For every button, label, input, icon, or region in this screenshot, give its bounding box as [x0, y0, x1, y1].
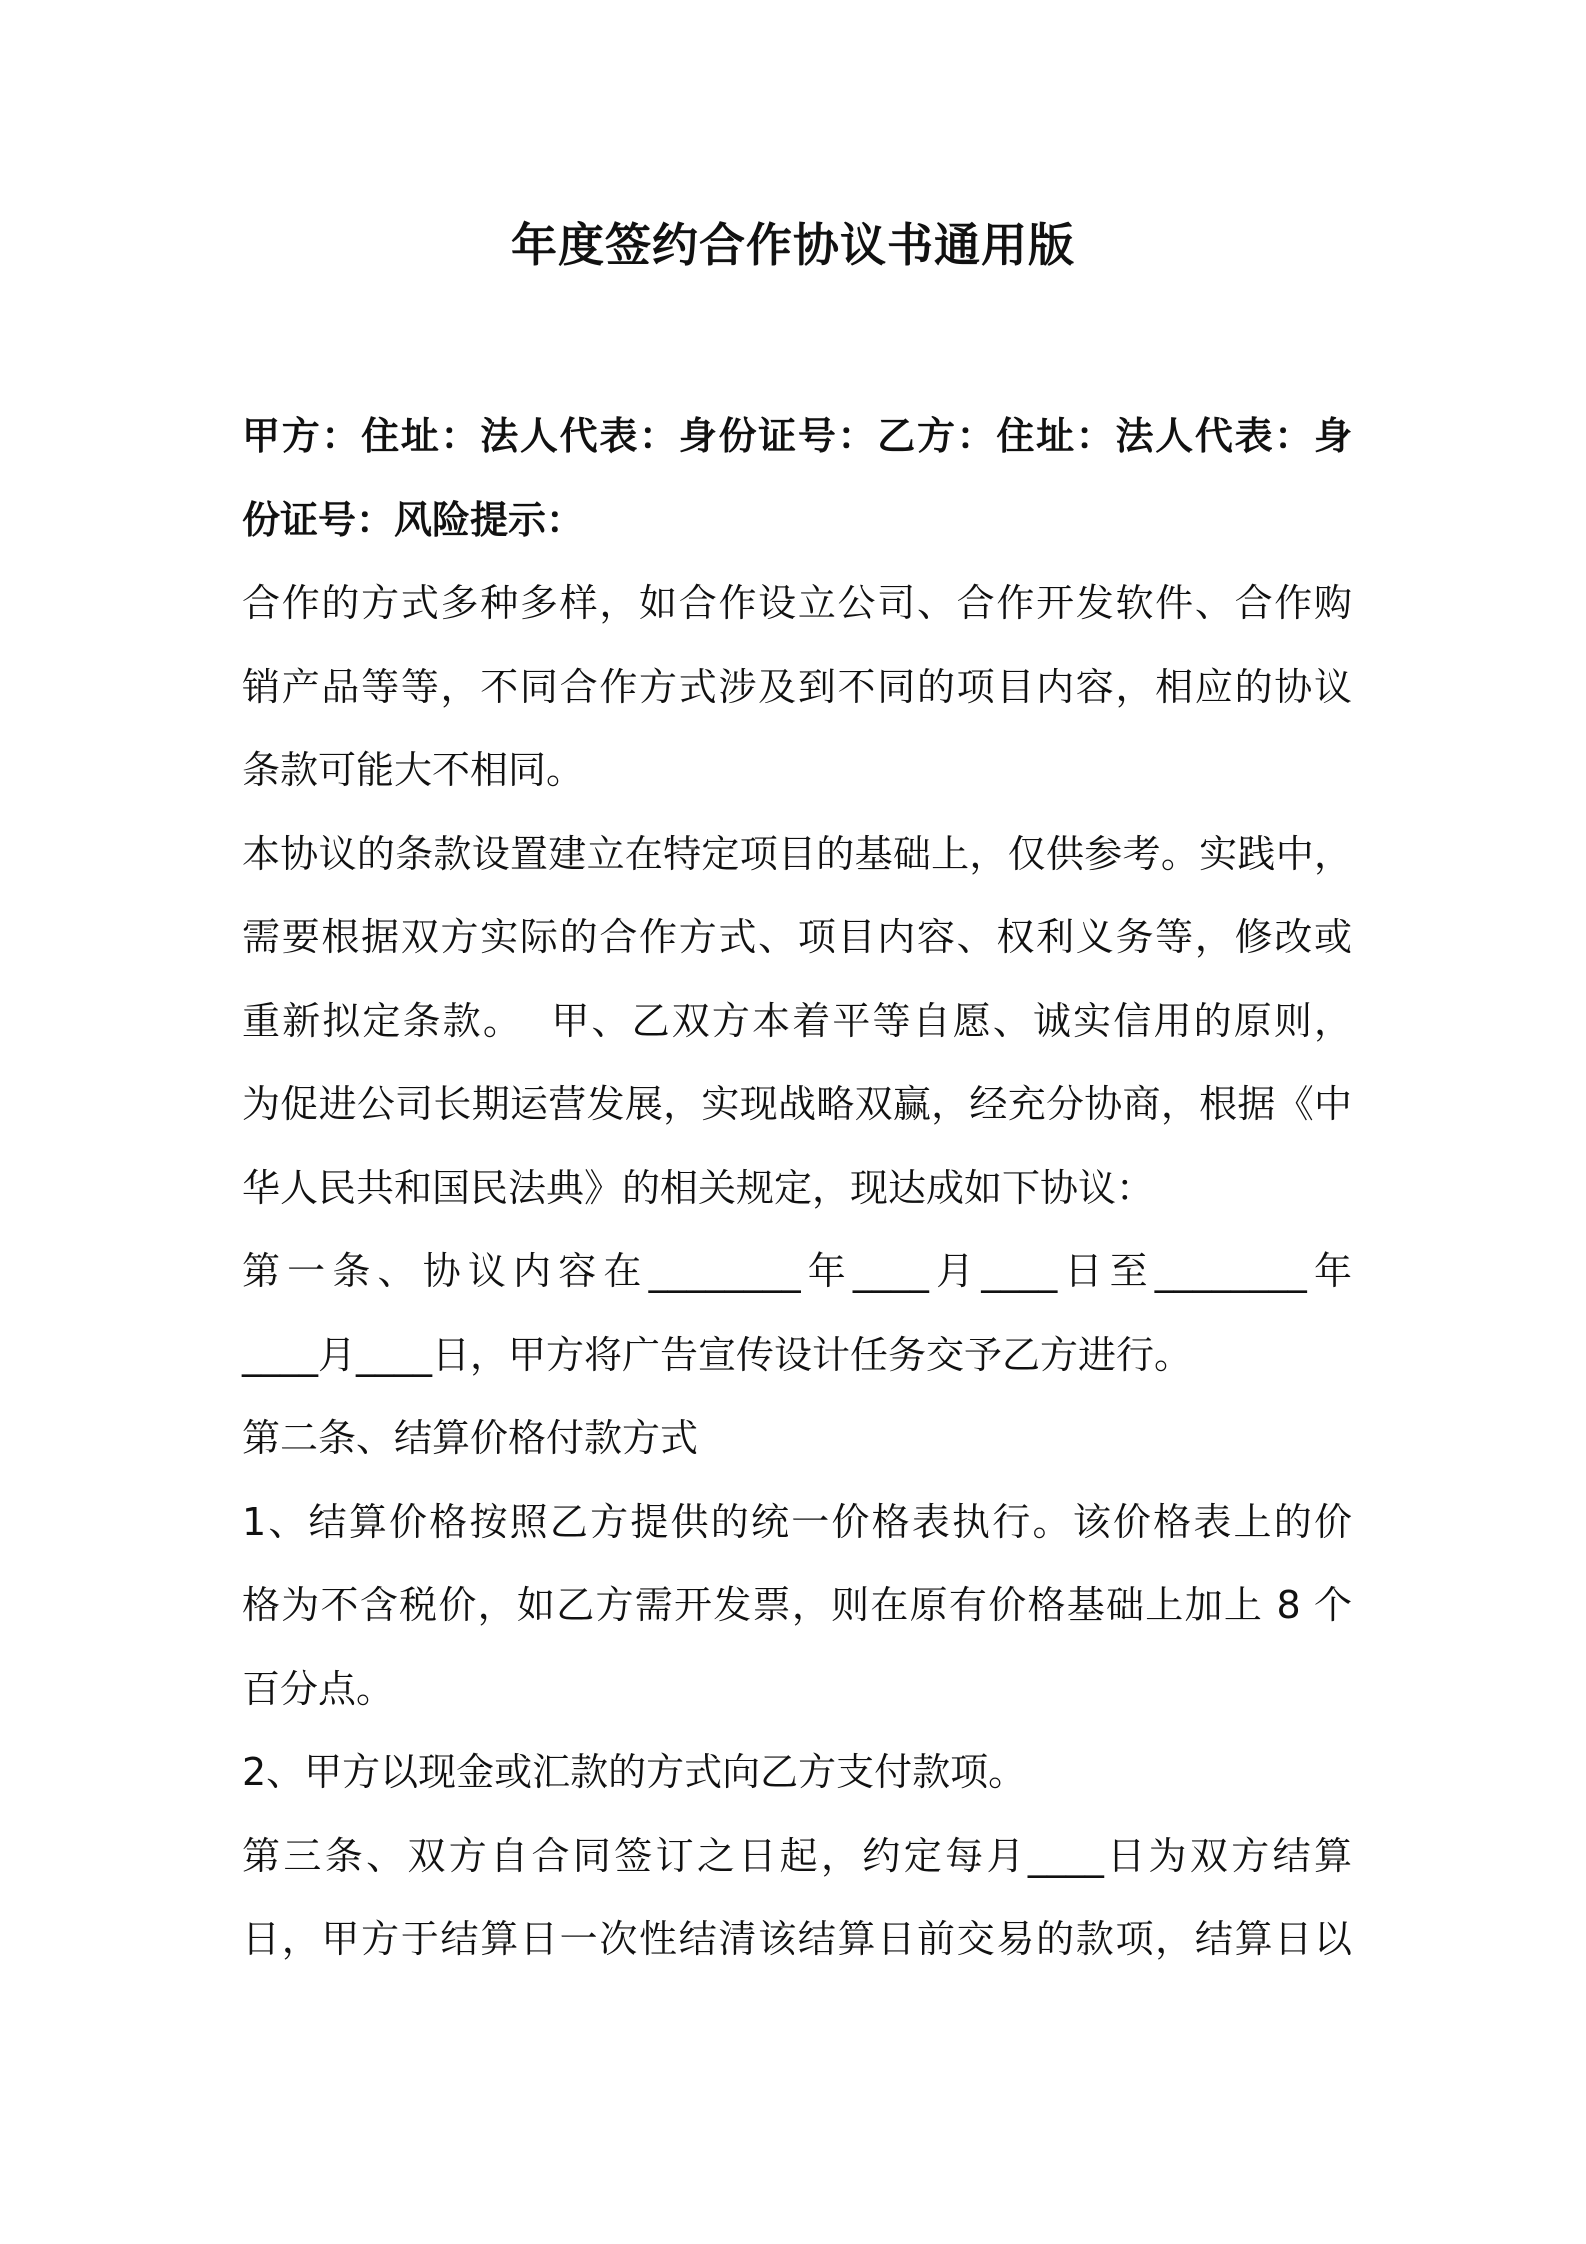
text-line: 份证号：风险提示：: [242, 497, 585, 542]
text-line: 华人民共和国民法典》的相关规定，现达成如下协议：: [242, 1165, 1155, 1210]
document-body: [242, 395, 1352, 1982]
text-line: 2、甲方以现金或汇款的方式向乙方支付款项。: [242, 1750, 1027, 1794]
text-line: 条款可能大不相同。: [242, 748, 585, 792]
text-line: 格为不含税价，如乙方需开发票，则在原有价格基础上加上 8 个: [242, 1583, 1352, 1627]
text-line: 合作的方式多种多样，如合作设立公司、合作开发软件、合作购: [242, 581, 1352, 625]
text-line: 甲方：住址：法人代表：身份证号：乙方：住址：法人代表：身: [242, 414, 1352, 458]
document-title: 年度签约合作协议书通用版: [511, 218, 1075, 272]
text-line: 日，甲方于结算日一次性结清该结算日前交易的款项，结算日以: [242, 1917, 1352, 1961]
text-line: ____月____日，甲方将广告宣传设计任务交予乙方进行。: [242, 1332, 1193, 1377]
text-line: 需要根据双方实际的合作方式、项目内容、权利义务等，修改或: [242, 915, 1352, 959]
text-line: 百分点。: [242, 1666, 395, 1711]
text-line: 第三条、双方自合同签订之日起，约定每月____日为双方结算: [242, 1833, 1352, 1878]
text-line: 为促进公司长期运营发展，实现战略双赢，经充分协商，根据《中: [242, 1082, 1352, 1126]
text-line: 1、结算价格按照乙方提供的统一价格表执行。该价格表上的价: [242, 1499, 1352, 1544]
text-line: 销产品等等，不同合作方式涉及到不同的项目内容，相应的协议: [242, 664, 1352, 709]
text-line: 重新拟定条款。 甲、乙双方本着平等自愿、诚实信用的原则，: [242, 998, 1352, 1043]
text-line: 本协议的条款设置建立在特定项目的基础上，仅供参考。实践中，: [242, 831, 1352, 876]
text-line: 第一条、协议内容在________年____月____日至________年: [242, 1249, 1352, 1293]
section-heading: 第二条、结算价格付款方式: [242, 1416, 699, 1460]
